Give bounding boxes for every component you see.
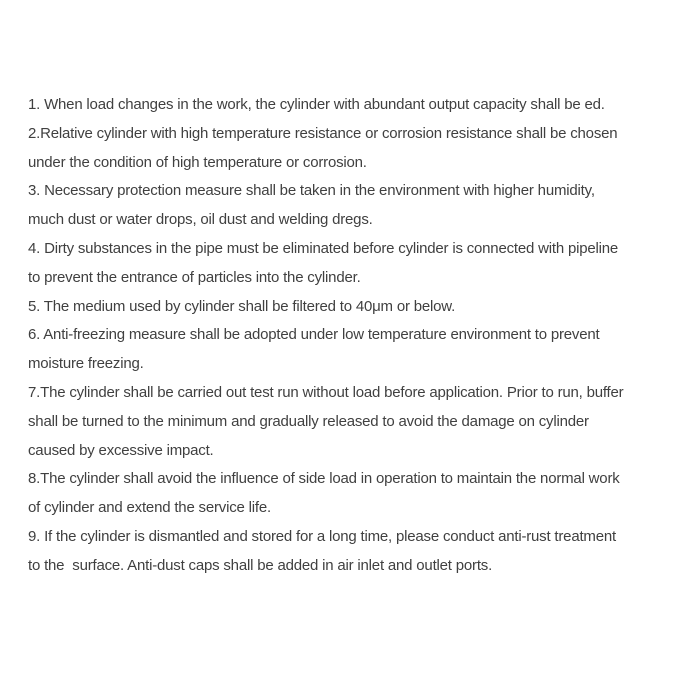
text-line: caused by excessive impact. — [28, 441, 214, 459]
text-line: 5. The medium used by cylinder shall be filtered to 40μm or below. — [28, 297, 456, 315]
text-line: much dust or water drops, oil dust and welding dregs. — [28, 211, 373, 229]
text-line: to prevent the entrance of particles into the cylinder. — [28, 268, 361, 286]
text-line: 8.The cylinder shall avoid the influence of side load in operation to maintain the normal work — [28, 470, 620, 488]
text-line: 7.The cylinder shall be carried out test run without load before application. Prior to run, buffer — [28, 383, 624, 401]
text-line: 1. When load changes in the work, the cylinder with abundant output capacity shall be ed. — [28, 96, 605, 113]
text-line: 2.Relative cylinder with high temperature resistance or corrosion resistance shall be chosen — [28, 124, 618, 142]
text-line: shall be turned to the minimum and gradually released to avoid the damage on cylinder — [28, 412, 589, 430]
text-line: 3. Necessary protection measure shall be taken in the environment with higher humidity, — [28, 182, 595, 200]
text-line: to the surface. Anti-dust caps shall be added in air inlet and outlet ports. — [28, 556, 493, 574]
text-line: 6. Anti-freezing measure shall be adopted under low temperature environment to prevent — [28, 326, 600, 344]
usage-notes-block — [28, 91, 678, 581]
text-line: moisture freezing. — [28, 355, 144, 373]
text-line: 4. Dirty substances in the pipe must be eliminated before cylinder is connected with pipeline — [28, 239, 619, 257]
text-line: of cylinder and extend the service life. — [28, 499, 271, 517]
text-line: 9. If the cylinder is dismantled and stored for a long time, please conduct anti-rust treatment — [28, 527, 616, 545]
text-line: under the condition of high temperature or corrosion. — [28, 153, 367, 171]
